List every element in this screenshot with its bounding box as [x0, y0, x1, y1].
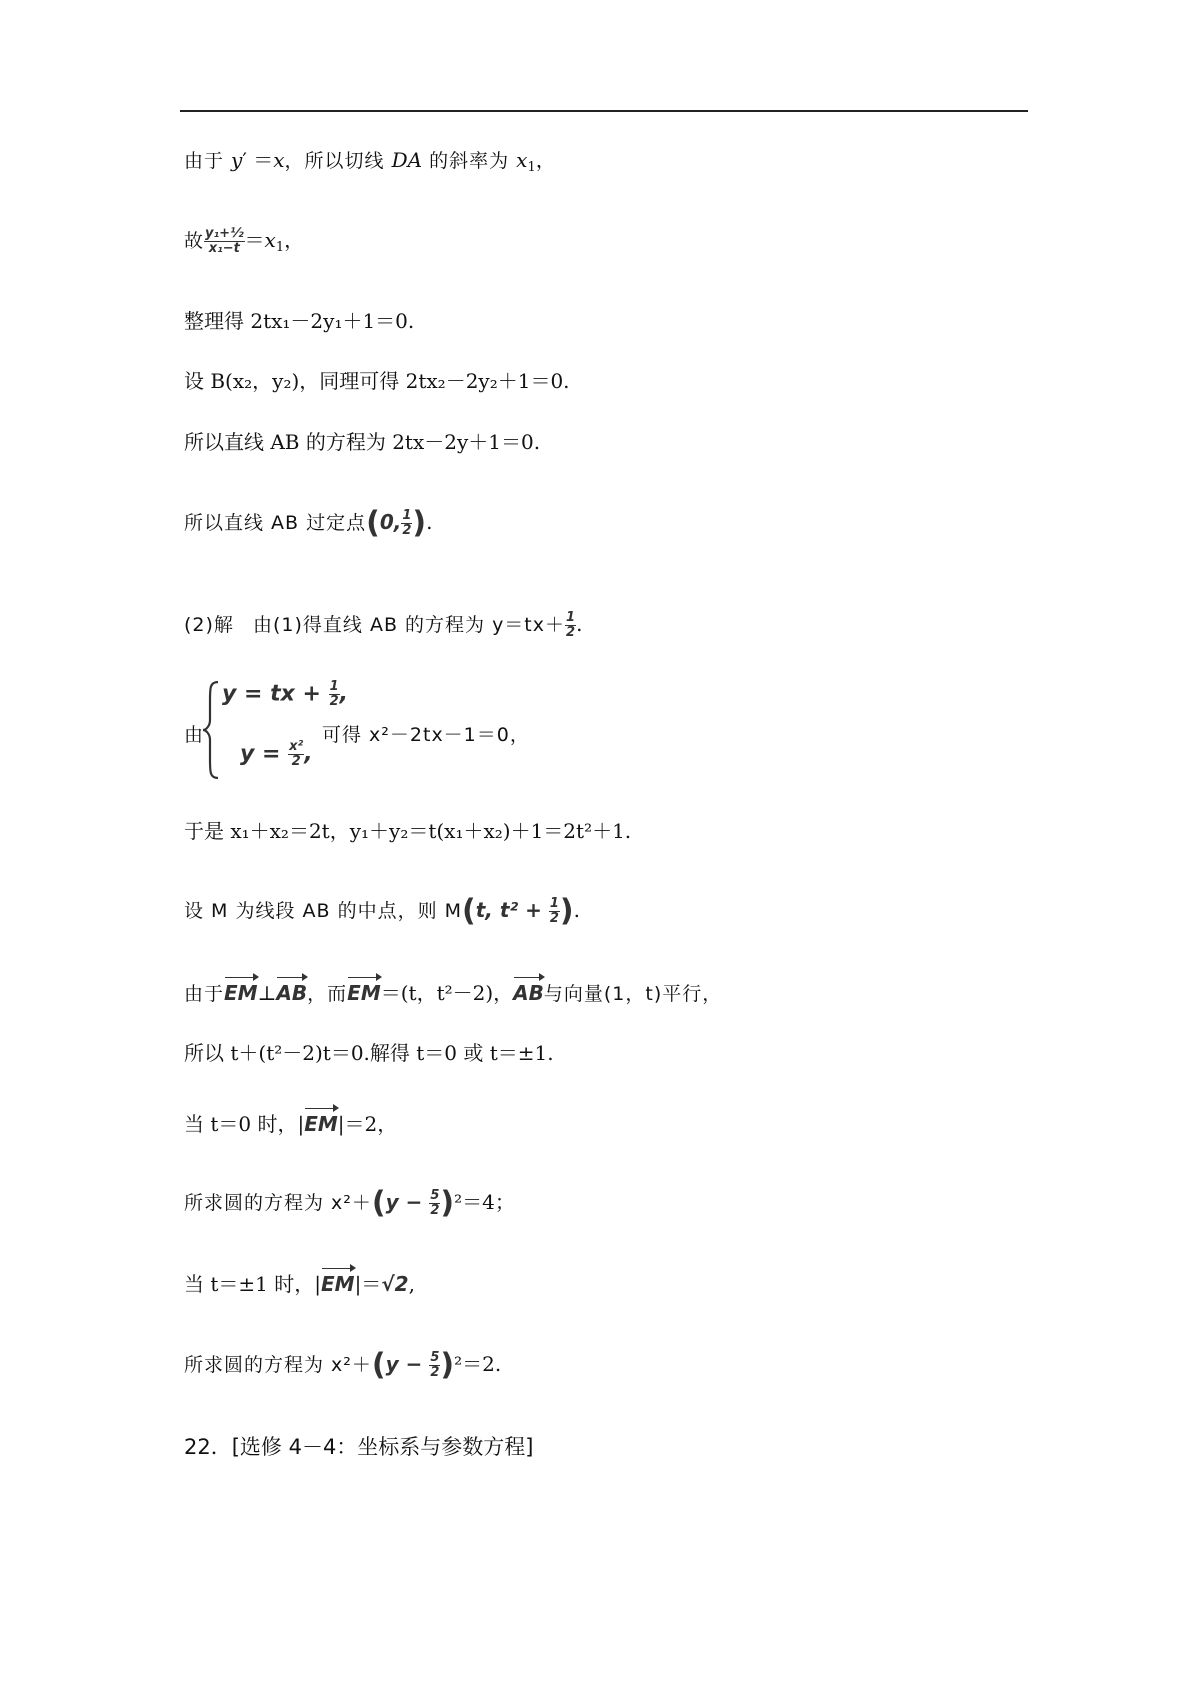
- paren: (: [462, 893, 476, 929]
- text: 由: [184, 724, 205, 746]
- line-ab-equation: [184, 428, 540, 456]
- var: x: [264, 228, 276, 252]
- denominator: 2: [402, 523, 412, 538]
- line-sum: [184, 817, 631, 845]
- text: 故: [184, 230, 205, 252]
- system-result: [322, 720, 530, 749]
- fraction: [204, 227, 245, 256]
- text: 所求圆的方程为 x²＋: [184, 1354, 372, 1376]
- vector: AB: [276, 981, 308, 1005]
- text: .: [426, 510, 433, 534]
- denominator: 2: [291, 754, 301, 769]
- paren: ): [440, 1347, 455, 1383]
- vector: EM: [347, 981, 381, 1005]
- vector: EM: [320, 1272, 355, 1296]
- numerator: x²: [289, 739, 304, 754]
- text: 设 M 为线段 AB 的中点，则 M: [184, 900, 463, 922]
- text: ²＝2.: [454, 1352, 502, 1376]
- sqrt: √2: [381, 1272, 409, 1296]
- text: ,: [408, 1272, 415, 1296]
- numerator: 1: [566, 610, 576, 625]
- text: 整理得 2tx₁－2y₁＋1＝0.: [184, 309, 415, 333]
- line-fixed-point: [184, 505, 433, 541]
- text: 由(1)得直线 AB 的方程为 y＝tx＋: [253, 614, 566, 636]
- text: 的斜率为: [422, 150, 517, 172]
- line-circle-2: [184, 1347, 502, 1383]
- numerator: 1: [329, 679, 339, 694]
- fraction: [549, 897, 560, 926]
- text: ,: [304, 741, 313, 767]
- text: 设 B(x₂，y₂)，同理可得 2tx₂－2y₂＋1＝0.: [184, 369, 570, 393]
- text: 当 t＝0 时，|: [184, 1112, 305, 1136]
- text: 所求圆的方程为 x²＋: [184, 1192, 372, 1214]
- var: y: [231, 148, 243, 172]
- line-point-b: [184, 367, 570, 395]
- text: 由于: [184, 983, 225, 1005]
- text: |＝: [354, 1272, 382, 1296]
- text: 与向量(1，t)平行，: [543, 983, 723, 1005]
- part-label: (2)解: [184, 614, 234, 636]
- text: ＝: [244, 228, 265, 252]
- line-simplify: [184, 307, 414, 335]
- line-part2: [184, 610, 582, 640]
- paren: ): [440, 1185, 455, 1221]
- system-brace: [202, 680, 220, 784]
- text: ，而: [307, 983, 348, 1005]
- text: .: [573, 898, 580, 922]
- var: DA: [391, 148, 423, 172]
- line-slope-equation: [184, 226, 304, 256]
- expression: y −: [385, 1190, 430, 1214]
- line-circle-1: [184, 1185, 515, 1221]
- equation-2: [240, 740, 313, 769]
- text: 所以直线 AB 过定点: [184, 512, 367, 534]
- paren: (: [371, 1347, 386, 1383]
- text: ⊥: [257, 981, 277, 1005]
- numerator: 5: [430, 1188, 440, 1203]
- text: ，所以切线: [284, 150, 392, 172]
- vector: EM: [224, 981, 258, 1005]
- vector: EM: [304, 1112, 338, 1136]
- numerator: 1: [549, 896, 559, 911]
- fraction: [329, 680, 340, 709]
- text: 可得 x²－2tx－1＝0，: [322, 724, 530, 746]
- fraction: [565, 611, 576, 640]
- text: 于是 x₁＋x₂＝2t，y₁＋y₂＝t(x₁＋x₂)＋1＝2t²＋1.: [184, 819, 632, 843]
- text: .: [576, 612, 583, 636]
- text: 所以 t＋(t²－2)t＝0.解得 t＝0 或 t＝±1.: [184, 1041, 554, 1065]
- point: t, t² +: [475, 898, 549, 922]
- text: 所以直线 AB 的方程为 2tx－2y＋1＝0.: [184, 430, 541, 454]
- text: ²＝4；: [454, 1190, 515, 1214]
- text: 由于: [184, 150, 232, 172]
- paren: ): [412, 505, 427, 541]
- numerator: y₁+½: [205, 226, 244, 241]
- line-case-t1: [184, 1270, 415, 1298]
- paren: ): [559, 893, 574, 929]
- text: ＝(t，t²－2)，: [380, 981, 514, 1005]
- point: 0,: [379, 510, 402, 534]
- denominator: 2: [566, 625, 576, 640]
- var: x: [516, 148, 528, 172]
- denominator: 2: [430, 1203, 440, 1218]
- equation: y = tx +: [222, 681, 329, 707]
- fraction: [288, 740, 304, 769]
- line-derivative: [184, 146, 556, 175]
- subscript: 1: [275, 240, 285, 255]
- line-solve-t: [184, 1039, 554, 1067]
- equation-1: [222, 680, 348, 709]
- line-case-t0: [184, 1110, 397, 1138]
- text: ,: [339, 681, 348, 707]
- vector: AB: [513, 981, 544, 1005]
- var: x: [273, 148, 285, 172]
- section-heading: 22．[选修 4－4：坐标系与参数方程]: [184, 1435, 534, 1459]
- fraction: [429, 1189, 440, 1218]
- subscript: 1: [527, 160, 536, 175]
- fraction: [429, 1351, 440, 1380]
- denominator: 2: [430, 1365, 440, 1380]
- text: ，: [535, 148, 556, 172]
- line-system: [184, 720, 204, 749]
- text: 当 t＝±1 时，|: [184, 1272, 321, 1296]
- fraction: [401, 509, 412, 538]
- text: ，: [284, 228, 305, 252]
- paren: (: [366, 505, 380, 541]
- expression: y −: [385, 1352, 430, 1376]
- equation: y =: [240, 741, 289, 767]
- numerator: 5: [430, 1350, 440, 1365]
- text: ′ ＝: [242, 148, 274, 172]
- header-rule: [180, 110, 1028, 112]
- line-perpendicular: [184, 979, 722, 1008]
- denominator: 2: [549, 911, 559, 926]
- denominator: x₁−t: [208, 241, 240, 256]
- denominator: 2: [329, 694, 339, 709]
- text: |＝2，: [337, 1112, 398, 1136]
- line-midpoint: [184, 893, 580, 929]
- numerator: 1: [402, 508, 412, 523]
- paren: (: [371, 1185, 386, 1221]
